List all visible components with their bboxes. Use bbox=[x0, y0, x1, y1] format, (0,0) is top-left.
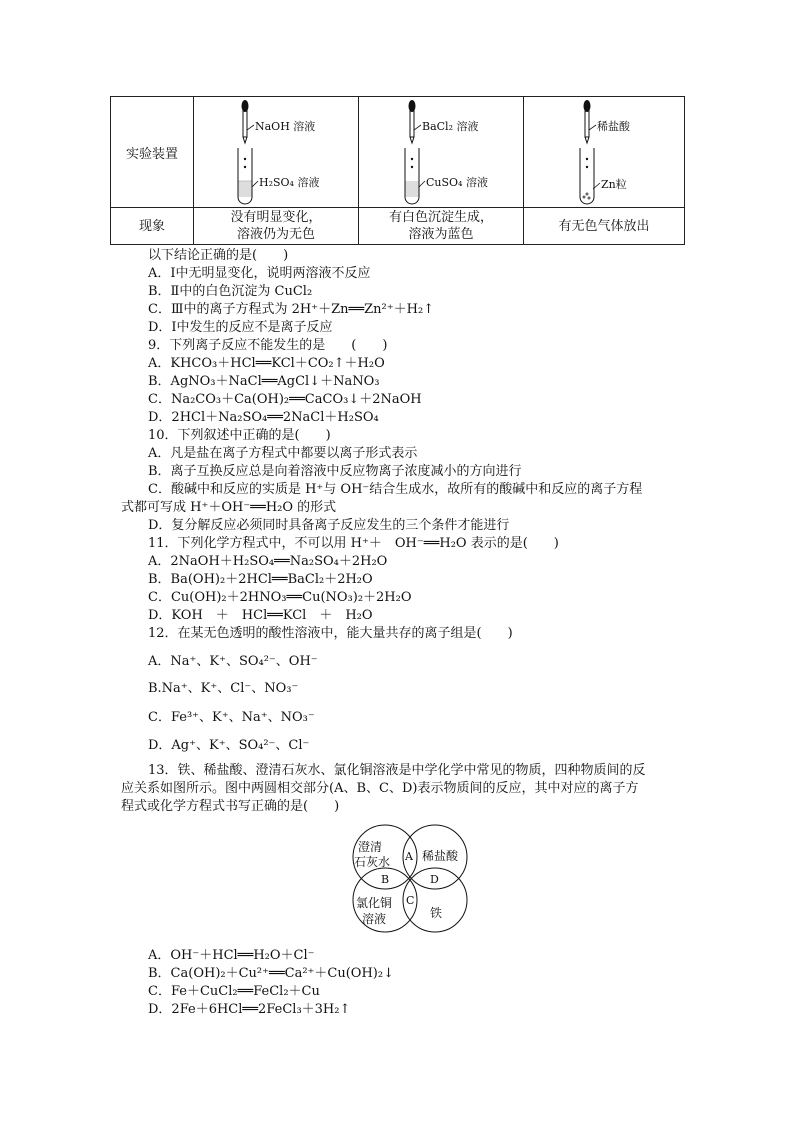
text-line: A．KHCO₃＋HCl══KCl＋CO₂↑＋H₂O bbox=[148, 356, 385, 371]
apparatus-bottom-label: H₂SO₄ 溶液 bbox=[259, 176, 320, 189]
text-line: A．凡是盐在离子方程式中都要以离子形式表示 bbox=[148, 446, 418, 461]
text-line: B．Ⅱ中的白色沉淀为 CuCl₂ bbox=[148, 284, 313, 299]
text-line: B．Ca(OH)₂＋Cu²⁺══Ca²⁺＋Cu(OH)₂↓ bbox=[148, 966, 394, 981]
venn-label-cucl2-2: 溶液 bbox=[362, 912, 387, 926]
text-line: 式都可写成 H⁺＋OH⁻══H₂O 的形式 bbox=[121, 500, 337, 515]
apparatus-cell-2 bbox=[359, 97, 524, 208]
text-line: C．Cu(OH)₂＋2HNO₃══Cu(NO₃)₂＋2H₂O bbox=[148, 590, 412, 605]
venn-label-iron: 铁 bbox=[430, 906, 443, 920]
text-line: 应关系如图所示。图中两圆相交部分(A、B、C、D)表示物质间的反应，其中对应的离子方 bbox=[121, 781, 639, 796]
text-line: C．Ⅲ中的离子方程式为 2H⁺＋Zn══Zn²⁺＋H₂↑ bbox=[148, 302, 435, 317]
apparatus-cell-1 bbox=[194, 97, 359, 208]
text-line: D．KOH ＋ HCl══KCl ＋ H₂O bbox=[148, 608, 373, 623]
text-line: A．2NaOH＋H₂SO₄══Na₂SO₄＋2H₂O bbox=[148, 554, 388, 569]
apparatus-top-label: NaOH 溶液 bbox=[255, 120, 316, 133]
test-tube-dropper-icon bbox=[359, 97, 523, 207]
text-line: B.Na⁺、K⁺、Cl⁻、NO₃⁻ bbox=[148, 681, 299, 696]
phenomenon-line: 有无色气体放出 bbox=[558, 218, 650, 234]
text-line: A．Na⁺、K⁺、SO₄²⁻、OH⁻ bbox=[148, 654, 318, 669]
test-tube-dropper-icon bbox=[194, 97, 358, 207]
text-line: C．酸碱中和反应的实质是 H⁺与 OH⁻结合生成水，故所有的酸碱中和反应的离子方程 bbox=[148, 482, 643, 497]
text-line: D．Ag⁺、K⁺、SO₄²⁻、Cl⁻ bbox=[148, 738, 310, 753]
apparatus-cell-3 bbox=[524, 97, 685, 208]
phenomenon-line: 有白色沉淀生成， bbox=[388, 210, 493, 225]
text-line: 12．在某无色透明的酸性溶液中，能大量共存的离子组是( ) bbox=[148, 626, 513, 641]
text-line: D．Ⅰ中发生的反应不是离子反应 bbox=[148, 320, 333, 335]
venn-region-d: D bbox=[430, 873, 439, 886]
phenomenon-cell-2 bbox=[359, 208, 524, 245]
text-line: 13．铁、稀盐酸、澄清石灰水、氯化铜溶液是中学化学中常见的物质，四种物质间的反 bbox=[148, 763, 646, 778]
text-line: B．Ba(OH)₂＋2HCl══BaCl₂＋2H₂O bbox=[148, 572, 373, 587]
venn-label-hcl: 稀盐酸 bbox=[422, 849, 459, 863]
text-line: D．2Fe＋6HCl══2FeCl₃＋3H₂↑ bbox=[148, 1002, 351, 1017]
text-line: D．2HCl＋Na₂SO₄══2NaCl＋H₂SO₄ bbox=[148, 410, 379, 425]
text-line: D．复分解反应必须同时具备离子反应发生的三个条件才能进行 bbox=[148, 518, 510, 533]
text-line: 9．下列离子反应不能发生的是 ( ) bbox=[148, 338, 388, 353]
venn-region-b: B bbox=[381, 873, 390, 886]
phenomenon-cell-3 bbox=[524, 208, 685, 245]
phenomenon-line: 溶液仍为无色 bbox=[236, 227, 315, 242]
venn-region-c: C bbox=[406, 894, 415, 907]
venn-label-limewater-2: 石灰水 bbox=[354, 855, 391, 869]
text-line: 11．下列化学方程式中，不可以用 H⁺＋ OH⁻══H₂O 表示的是( ) bbox=[148, 536, 559, 551]
text-line: 10．下列叙述中正确的是( ) bbox=[148, 428, 331, 443]
venn-label-limewater-1: 澄清 bbox=[358, 840, 383, 854]
venn-label-cucl2-1: 氯化铜 bbox=[356, 896, 393, 910]
phenomenon-line: 溶液为蓝色 bbox=[408, 227, 474, 242]
apparatus-top-label: 稀盐酸 bbox=[597, 120, 630, 133]
row-label-phenomenon: 现象 bbox=[111, 208, 194, 245]
venn-diagram bbox=[350, 822, 470, 940]
text-line: B．离子互换反应总是向着溶液中反应物离子浓度减小的方向进行 bbox=[148, 464, 522, 479]
text-line: B．AgNO₃＋NaCl══AgCl↓＋NaNO₃ bbox=[148, 374, 380, 389]
text-line: 程式或化学方程式书写正确的是( ) bbox=[121, 799, 340, 814]
text-line: A．Ⅰ中无明显变化，说明两溶液不反应 bbox=[148, 266, 371, 281]
text-line: C．Fe³⁺、K⁺、Na⁺、NO₃⁻ bbox=[148, 710, 315, 725]
venn-region-a: A bbox=[405, 850, 413, 863]
row-label-apparatus: 实验装置 bbox=[111, 97, 194, 208]
phenomenon-line: 没有明显变化， bbox=[230, 210, 322, 225]
text-line: 以下结论正确的是( ) bbox=[148, 248, 289, 263]
text-line: C．Na₂CO₃＋Ca(OH)₂══CaCO₃↓＋2NaOH bbox=[148, 392, 422, 407]
text-line: C．Fe＋CuCl₂══FeCl₂＋Cu bbox=[148, 984, 320, 999]
phenomenon-cell-1 bbox=[194, 208, 359, 245]
apparatus-bottom-label: CuSO₄ 溶液 bbox=[426, 176, 488, 189]
text-line: A．OH⁻＋HCl══H₂O＋Cl⁻ bbox=[148, 948, 315, 963]
experiment-table bbox=[110, 96, 685, 245]
apparatus-bottom-label: Zn粒 bbox=[601, 178, 627, 191]
apparatus-top-label: BaCl₂ 溶液 bbox=[422, 120, 479, 133]
